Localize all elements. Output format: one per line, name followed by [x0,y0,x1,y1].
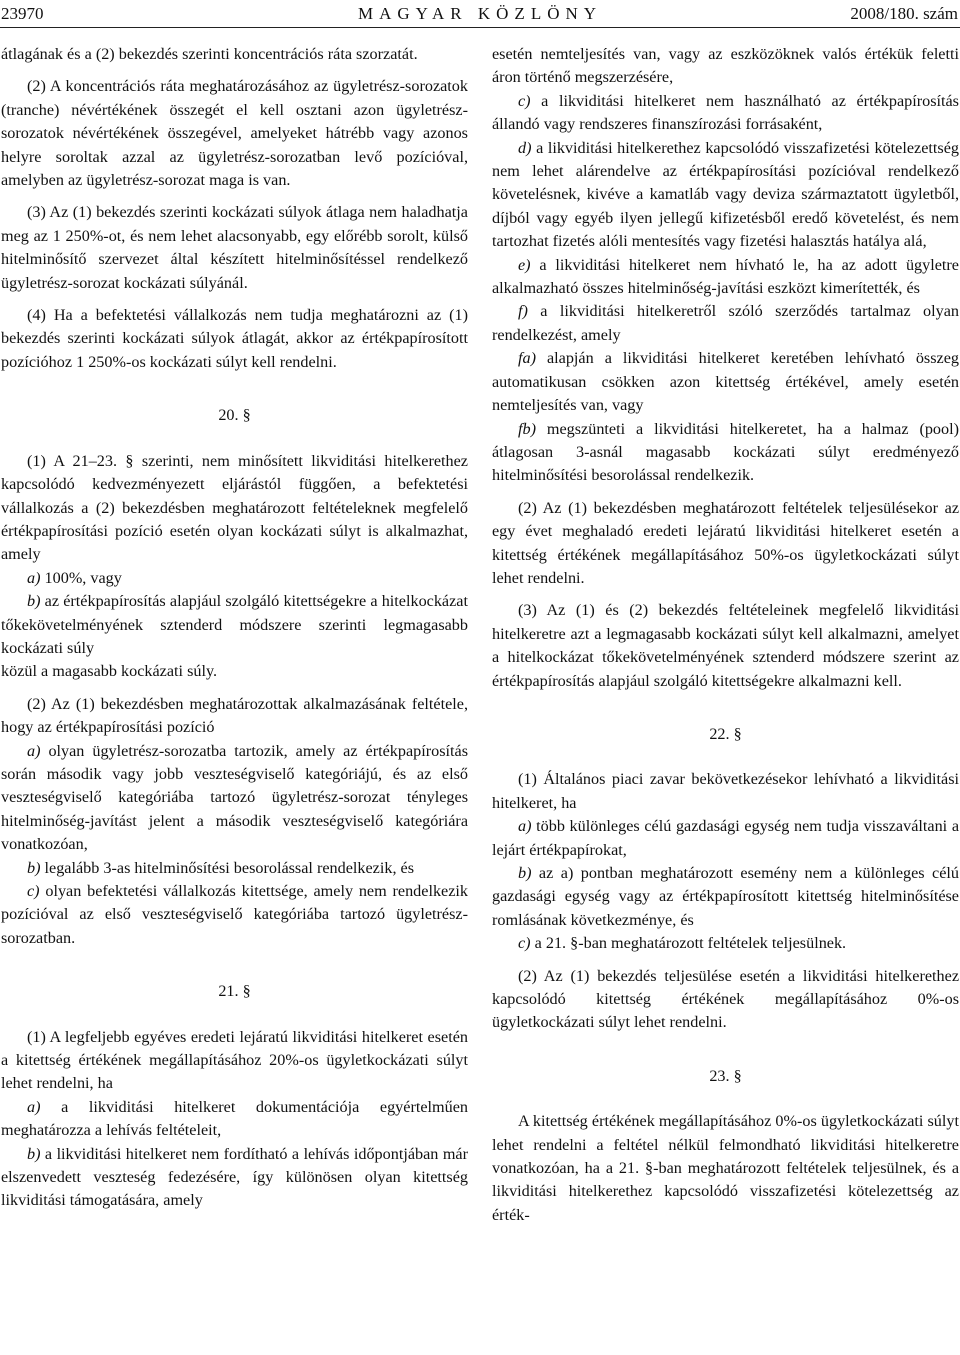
item-label: fb) [518,419,536,438]
item-text: a 21. §-ban meghatározott feltételek teljesülnek. [530,934,847,953]
item-label: a) [27,1097,41,1116]
item-text: olyan ügyletrész-sorozatba tartozik, amely az értékpapírosítás során második vagy jobb veszteségviselő kategóriájú, és az első veszteségviselő kategóriába tartozó ügyletrész-sorozat tényleges hitelminőség-javítást jelent a második veszteségviselő kategóriára vonatkozóan, [1,741,468,854]
item-label: a) [27,568,41,587]
item-label: c) [518,91,531,110]
list-item [1,567,468,590]
list-item [492,137,959,254]
item-label: b) [518,864,532,882]
item-text: legalább 3-as hitelminősítési besorolással rendelkezik, és [40,858,415,877]
header-rule [0,27,960,28]
item-text: a likviditási hitelkerethez kapcsolódó visszafizetési kötelezettség nem lehet alárendelve az értékpapírosítási pozícióval rendelkező követelésnek, kivéve a kamatláb vagy deviza származtatott ügyletből, díjból vagy egyéb ilyen jellegű kifizetésből eredő követelést, és nem tartozhat fizetés alóli mentesítés vagy fizetési halasztás hatálya alá, [492,138,959,251]
paragraph: (4) Ha a befektetési vállalkozás nem tudja meghatározni az (1) bekezdés szerinti kockázati súlyok átlagát, akkor az értékpapírosított pozícióhoz 1 250%-os kockázati súlyt kell rendelni. [1,306,468,371]
item-label: b) [27,592,41,611]
item-text: az a) pontban meghatározott esemény nem a különleges célú gazdasági egység vagy az értékpapírosított kitettség hitelminősítése romlásának következménye, és [492,864,959,929]
paragraph: (1) Általános piaci zavar bekövetkezésekor lehívható a likviditási hitelkeret, ha [492,770,959,812]
list-item [1,880,468,950]
item-text: megszünteti a likviditási hitelkeretet, ha a halmaz (pool) átlagosan 3-asnál magasabb kockázati súlyt eredményező hitelminősítési besorolással rendelkezik. [492,419,959,485]
paragraph: közül a magasabb kockázati súly. [1,662,218,681]
item-text: 100%, vagy [40,568,122,587]
list-item [1,1143,468,1213]
item-label: b) [27,1144,41,1163]
right-column [492,43,959,1236]
item-label: a) [27,741,41,760]
section-heading: 20. § [218,406,251,425]
item-text: a likviditási hitelkeret dokumentációja egyértelműen meghatározza a lehívás feltételeit, [1,1097,468,1140]
item-text: a likviditási hitelkeret nem használható az értékpapírosítás állandó vagy rendszeres finanszírozási forrásaként, [492,91,959,134]
list-item [492,932,959,955]
item-label: a) [518,817,532,836]
paragraph: (2) A koncentrációs ráta meghatározásához az ügyletrész-sorozatok (tranche) névértékének összegét el kell osztani azon ügyletrész-sorozatok névértékének összegével, amelyeket hátrébb vagy azonos helyre soroltak azzal az ügyletrész-sorozatban levő pozícióval, amelyben az ügyletrész-sorozat maga is van. [1,77,468,190]
item-text: az értékpapírosítás alapjául szolgáló kitettségekre a hitelkockázat tőkekövetelményének sztenderd módszere szerinti legmagasabb kockázati súly [1,592,468,657]
item-text: a likviditási hitelkeret nem hívható le, ha az adott ügyletre alkalmazható összes hitelminőség-javítási eszközt kimerítették, és [492,255,959,298]
paragraph: átlagának és a (2) bekezdés szerinti koncentrációs ráta szorzatát. [1,45,418,63]
list-item [1,857,468,880]
list-item [1,1096,468,1143]
list-item [492,254,959,301]
list-item [492,347,959,417]
item-label: c) [27,882,40,900]
item-label: fa) [518,349,536,368]
list-item [492,815,959,862]
item-label: d) [518,138,532,157]
item-text: olyan befektetési vállalkozás kitettsége, amely nem rendelkezik pozícióval az első veszteségviselő kategóriába tartozó ügyletrész-sorozatban. [1,882,468,947]
item-text: a likviditási hitelkeret nem fordítható a lehívás időpontjában már elszenvedett veszteség fedezésére, így különösen olyan kitettség likviditási támogatására, amely [1,1144,468,1210]
paragraph: (2) Az (1) bekezdésben meghatározott feltételek teljesülésekor az egy évet meghaladó eredeti lejáratú likviditási hitelkeret esetén a kitettség értékének megállapításához 50%-os ügyletkockázati súlyt lehet rendelni. [492,498,959,587]
list-item [1,740,468,857]
list-item [492,90,959,137]
paragraph: (2) Az (1) bekezdés teljesülése esetén a likviditási hitelkerethez kapcsolódó kitettség értékének megállapításához 0%-os ügyletkockázati súlyt lehet rendelni. [492,966,959,1032]
list-item [492,862,959,932]
page-number: 23970 [1,4,44,23]
left-column [1,43,468,1213]
paragraph: (3) Az (1) és (2) bekezdés feltételeinek megfelelő likviditási hitelkeretre azt a legmagasabb kockázati súlyt kell alkalmazni, amelyet a hitelkockázat tőkekövetelményének sztenderd módszere szerint az értékpapírosítás alapjául szolgáló kitettségekre alkalmazni kell. [492,601,959,690]
issue-number: 2008/180. szám [850,4,958,23]
journal-title: MAGYAR KÖZLÖNY [357,4,603,23]
item-text: alapján a likviditási hitelkeret keretében lehívható összeg automatikusan csökken azon kitettség értékével, amely esetén nemteljesítés van, vagy [492,349,959,415]
item-label: f) [518,302,528,321]
paragraph: (1) A 21–23. § szerinti, nem minősített likviditási hitelkerethez kapcsolódó kedvezményezett eljárástól függően, a befektetési vállalkozás a (2) bekezdésben meghatározott feltételeknek megfelelő értékpapírosítási pozíció esetén olyan kockázati súlyt is alkalmazhat, amely [1,451,468,564]
item-label: e) [518,255,531,274]
page-header [0,0,960,30]
item-label: b) [27,858,41,877]
paragraph: A kitettség értékének megállapításához 0%-os ügyletkockázati súlyt lehet rendelni a feltétel nélkül felmondható likviditási hitelkeretre vonatkozóan, ha a 21. §-ban meghatározott feltételek teljesülnek, és a likviditási hitelkerethez kapcsolódó visszafizetési kötelezettség az érték- [492,1112,959,1224]
list-item [492,418,959,488]
item-label: c) [518,934,531,953]
section-heading: 23. § [709,1066,742,1085]
paragraph: (2) Az (1) bekezdésben meghatározottak alkalmazásának feltétele, hogy az értékpapírosítási pozíció [1,694,468,737]
paragraph: esetén nemteljesítés van, vagy az eszközöknek valós értékük feletti áron történő megszerzésére, [492,45,959,87]
item-text: a likviditási hitelkeretről szóló szerződés tartalmaz olyan rendelkezést, amely [492,302,959,344]
list-item [1,590,468,660]
list-item [492,300,959,347]
section-heading: 22. § [709,724,742,743]
item-text: több különleges célú gazdasági egység nem tudja visszaváltani a lejárt értékpapírokat, [492,817,959,859]
paragraph: (1) A legfeljebb egyéves eredeti lejáratú likviditási hitelkeret esetén a kitettség értékének megállapításához 20%-os ügyletkockázati súlyt lehet rendelni, ha [1,1027,468,1093]
section-heading: 21. § [218,982,251,1001]
paragraph: (3) Az (1) bekezdés szerinti kockázati súlyok átlaga nem haladhatja meg az 1 250%-ot, és nem lehet alacsonyabb, egy előrébb sorolt, külső hitelminősítő szervezet által készített hitelminősítéssel rendelkező ügyletrész-sorozat kockázati súlyánál. [1,203,468,292]
